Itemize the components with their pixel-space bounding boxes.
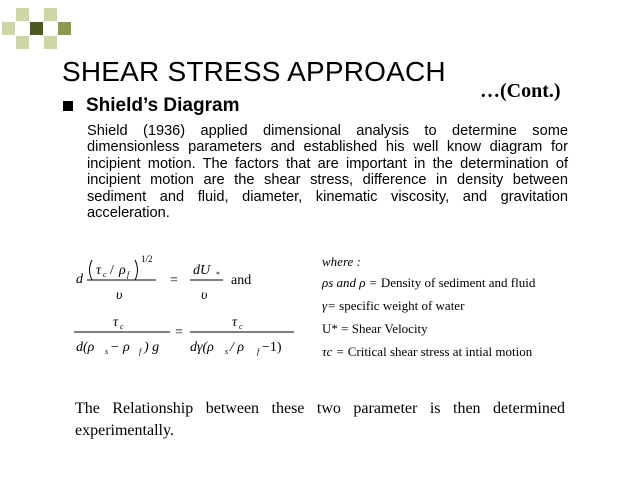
definition-text: Shear Velocity (348, 321, 428, 336)
body-paragraph: Shield (1936) applied dimensional analysis to determine some dimensionless parameters and established his well know diagram for incipient motion. The factors that are important in the determination of incipient motion are the shear stress, difference in density between sediment and fluid, diameter, kinematic viscosity, and gravitation acceleration. (87, 123, 568, 222)
definition-density (322, 275, 535, 291)
definition-critical-shear (322, 344, 532, 360)
eq1-rhs-num: dU (193, 263, 211, 278)
eq1-rhs-den: υ (201, 288, 208, 303)
definition-specific-weight (322, 298, 464, 314)
eq1-f: f (127, 270, 130, 279)
eq1-c: c (103, 270, 107, 279)
definition-symbol: τc = (322, 344, 345, 359)
equation-1 (76, 254, 251, 303)
section-heading: Shield’s Diagram (86, 95, 240, 116)
definition-symbol: γ= (322, 298, 336, 313)
eq2-f: f (139, 347, 142, 356)
eq2-equals: = (175, 325, 183, 340)
eq2-rhs-den-a: dγ(ρ (190, 340, 214, 355)
left-paren (90, 260, 93, 280)
decor-square (30, 22, 43, 35)
decor-square (58, 22, 71, 35)
decor-square (16, 8, 29, 21)
eq2-rhs-den-c: −1) (262, 340, 282, 355)
decor-square (44, 36, 57, 49)
eq1-exponent: 1/2 (141, 254, 153, 264)
right-paren (135, 260, 138, 280)
equation-2 (74, 315, 294, 356)
definition-symbol: U* = (322, 321, 349, 336)
eq1-slash: / (110, 263, 114, 278)
eq1-tau: τ (96, 263, 102, 278)
eq1-d: d (76, 272, 83, 287)
eq2-tau: τ (113, 315, 119, 330)
eq1-rhs-star: * (216, 270, 220, 279)
eq1-rho: ρ (119, 263, 126, 278)
eq2-rhs-s: s (225, 347, 229, 356)
definition-text: specific weight of water (335, 298, 465, 313)
definition-text: Density of sediment and fluid (377, 275, 536, 290)
eq1-equals: = (170, 273, 178, 288)
eq2-rhs-f: f (257, 347, 260, 356)
definition-text: Critical shear stress at intial motion (344, 344, 533, 359)
eq2-rhs-c: c (239, 322, 243, 331)
eq2-c: c (120, 322, 124, 331)
and-text: and (231, 273, 252, 288)
slide-title: SHEAR STRESS APPROACH (62, 56, 446, 87)
eq1-nu: υ (116, 288, 123, 303)
eq2-minus: − ρ (110, 340, 130, 355)
decor-square (44, 8, 57, 21)
bullet-square-icon (63, 101, 73, 111)
decor-square (2, 22, 15, 35)
where-label: where : (322, 254, 361, 269)
eq2-den-left: d(ρ (76, 340, 95, 355)
definition-symbol: ρs and ρ = (322, 275, 378, 290)
continuation-label: …(Cont.) (480, 80, 561, 102)
eq2-rhs-tau: τ (232, 315, 238, 330)
decorative-squares (0, 0, 90, 60)
definition-shear-velocity (322, 321, 428, 337)
eq2-g: ) g (144, 340, 160, 355)
eq2-rhs-den-b: / ρ (230, 340, 245, 355)
decor-square (16, 36, 29, 49)
equations (60, 252, 315, 367)
eq2-s: s (105, 347, 109, 356)
conclusion-text: The Relationship between these two parameter is then determined experimentally. (75, 400, 565, 439)
